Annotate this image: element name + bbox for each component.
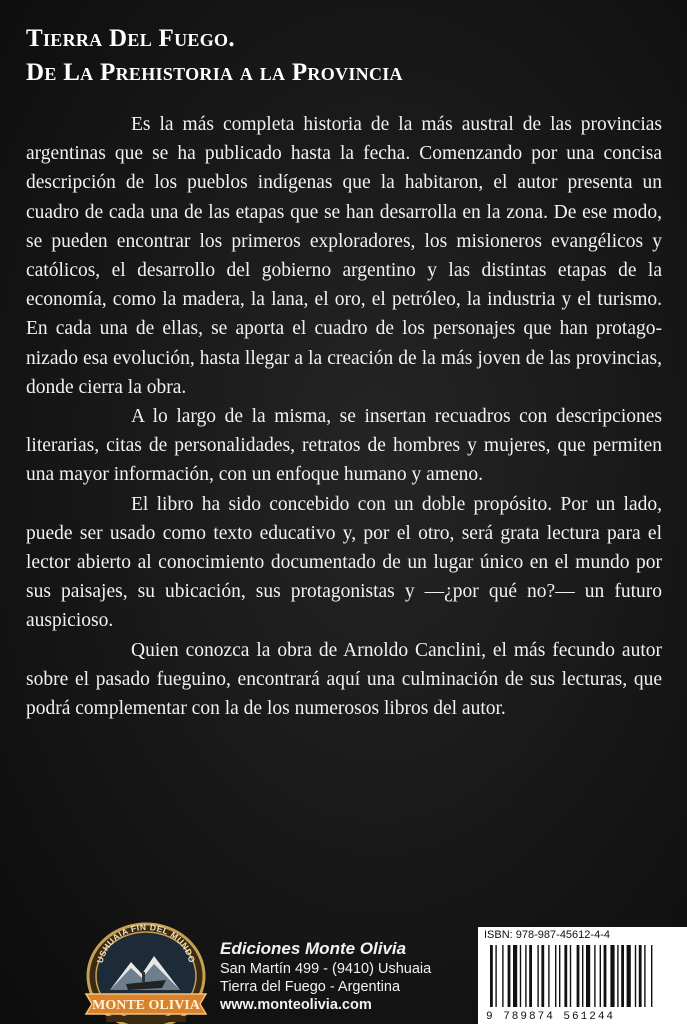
logo-brand: MONTE OLIVIA — [92, 998, 200, 1013]
paragraph-1: Es la más completa historia de la más austral de las provincias argentinas que se ha publicado hasta la fecha. Comenzando por una concisa descripción de los pueblos indígenas que la habitaron, el autor presenta un cuadro de cada una de las etapas que se han desarrolla en la zona. De ese modo, se pueden encontrar los primeros exploradores, los misioneros evangélicos y católicos, el desarrollo del gobierno argentino y las distintas etapas de la economía, como la madera, la lana, el oro, el petróleo, la industria y el turismo. En cada una de ellas, se aporta el cuadro de los personajes que han protagonizado esa evolución, hasta llegar a la creación de la más joven de las provincias, donde cierra la obra. — [26, 114, 662, 398]
barcode-bar — [513, 945, 517, 1007]
barcode-bar — [495, 945, 496, 1007]
paragraph-4: Quien conozca la obra de Arnoldo Canclini, el más fecundo autor sobre el pasado fueguino, encontrará aquí una culminación de sus lecturas, que podrá complementar con la de los numerosos libros del autor. — [26, 639, 662, 720]
barcode-bar — [541, 945, 544, 1007]
barcode-bar — [529, 945, 532, 1007]
paragraph-2: A lo largo de la misma, se insertan recuadros con descripciones literarias, citas de personalidades, retratos de hombres y mujeres, que permiten una mayor información, con un enfoque humano y ameno. — [26, 406, 662, 486]
barcode-digits: 9 789874 561244 — [486, 1011, 616, 1023]
barcode-bar — [570, 945, 571, 1007]
publisher-logo — [76, 918, 216, 1024]
barcode-bar — [651, 945, 652, 1007]
barcode-bar — [600, 945, 601, 1007]
barcode-bar — [559, 945, 560, 1007]
barcode-bar — [586, 945, 590, 1007]
barcode-bar — [508, 945, 511, 1007]
barcode-bar — [604, 945, 607, 1007]
publisher-info — [220, 938, 470, 1015]
barcode-bar — [502, 945, 503, 1007]
publisher-name: Ediciones Monte Olivia — [220, 939, 407, 958]
title-line-1: Tierra Del Fuego. — [26, 25, 235, 52]
barcode-bar — [490, 945, 493, 1007]
isbn-barcode — [478, 927, 687, 1024]
barcode-bar — [610, 945, 614, 1007]
barcode-bar — [555, 945, 556, 1007]
publisher-address-2: Tierra del Fuego - Argentina — [220, 979, 401, 995]
barcode-bar — [582, 945, 583, 1007]
paragraph-3: El libro ha sido concebido con un doble propósito. Por un lado, puede ser usado como texto educativo y, por el otro, será grata lectura para el lector abierto al conocimiento documentado de un lugar único en el mundo por sus paisajes, su ubicación, sus protagonistas y —¿por qué no?— un futuro auspicioso. — [26, 493, 662, 632]
barcode-bars — [486, 945, 681, 1015]
isbn-label: ISBN: 978-987-45612-4-4 — [484, 929, 610, 941]
barcode-bar — [564, 945, 567, 1007]
barcode-bar — [627, 945, 631, 1007]
synopsis — [26, 110, 662, 723]
publisher-address-1: San Martín 499 - (9410) Ushuaia — [220, 961, 432, 977]
barcode-bar — [548, 945, 549, 1007]
barcode-bar — [537, 945, 538, 1007]
barcode-bar — [635, 945, 636, 1007]
barcode-bar — [639, 945, 642, 1007]
barcode-bar — [520, 945, 521, 1007]
barcode-bar — [617, 945, 618, 1007]
logo-arc-text: USHUAIA FIN DEL MUNDO — [94, 921, 198, 965]
title-line-2: De La Prehistoria a la Provincia — [26, 59, 403, 86]
publisher-website[interactable]: www.monteolivia.com — [220, 997, 372, 1013]
barcode-bar — [577, 945, 580, 1007]
barcode-bar — [594, 945, 595, 1007]
barcode-bar — [644, 945, 645, 1007]
barcode-bar — [621, 945, 624, 1007]
barcode-bar — [525, 945, 526, 1007]
book-title — [26, 22, 666, 90]
